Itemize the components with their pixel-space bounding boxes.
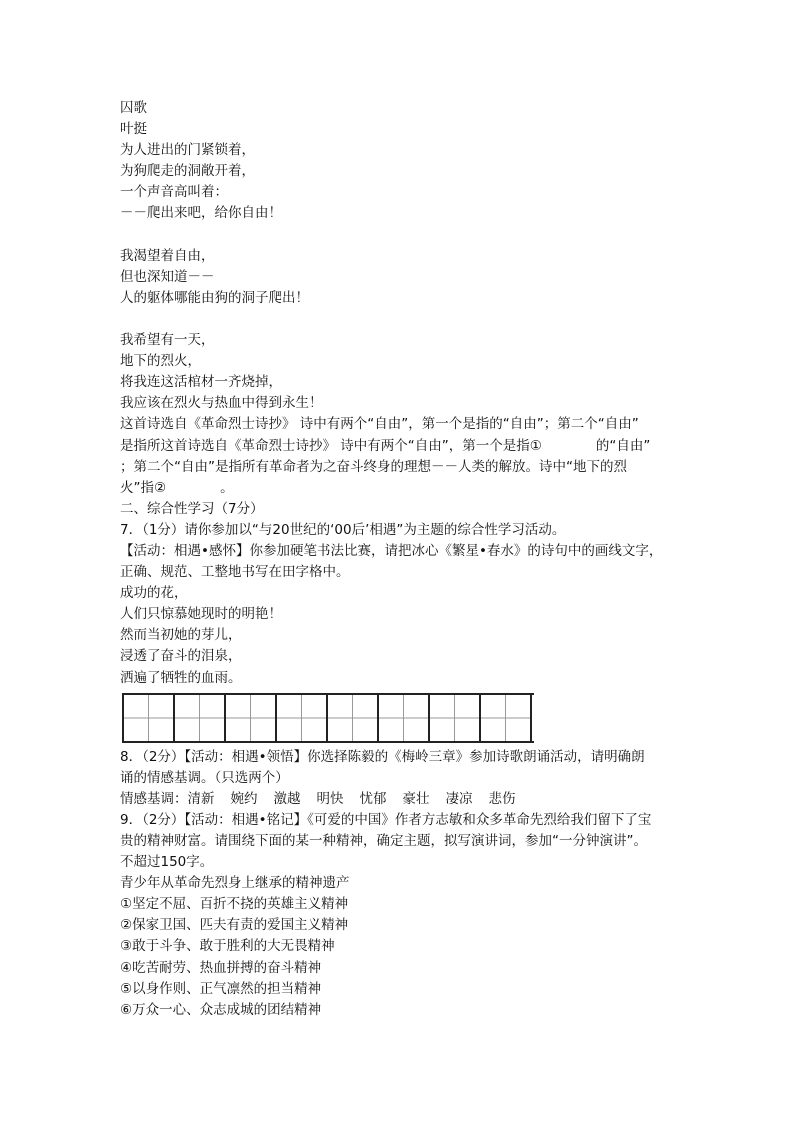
poem-line: 将我连这活棺材一齐烧掉， <box>120 374 282 391</box>
mood-label: 情感基调： <box>120 790 188 807</box>
poem-line: 但也深知道－－ <box>120 268 215 285</box>
poem-author: 叶挺 <box>120 121 147 138</box>
stanza-break <box>120 309 690 330</box>
spirit-item: ⑤以身作则、正气凛然的担当精神 <box>120 980 322 997</box>
stanza-break <box>120 225 690 246</box>
poem-line: 我应该在烈火与热血中得到永生！ <box>120 395 323 412</box>
mood-option[interactable]: 婉约 <box>230 790 258 807</box>
poem-line: 为狗爬走的洞敞开着， <box>120 163 255 180</box>
question-9-line: 贵的精神财富。请围绕下面的某一种精神，确定主题，拟写演讲词，参加“一分钟演讲”。 <box>120 833 647 849</box>
poem-line: 为人进出的门紧锁着， <box>120 142 255 159</box>
spirit-item: ③敢于斗争、敢于胜利的大无畏精神 <box>120 938 335 955</box>
question-7-line: 【活动：相遇•感怀】你参加硬笔书法比赛，请把冰心《繁星•春水》的诗句中的画线文字， <box>120 542 663 559</box>
verse-line: 洒遍了牺牲的血雨。 <box>120 669 242 686</box>
question-7-line: 正确、规范、工整地书写在田字格中。 <box>120 564 350 581</box>
question-6-line <box>120 478 690 499</box>
poem-title: 囚歌 <box>120 100 147 116</box>
mood-option[interactable]: 忧郁 <box>359 790 387 807</box>
spirit-list-heading: 青少年从革命先烈身上继承的精神遗产 <box>120 875 350 892</box>
tianzige-cell[interactable] <box>277 695 328 741</box>
tianzige-cell[interactable] <box>226 695 277 741</box>
tianzige-cell[interactable] <box>379 695 430 741</box>
mood-option[interactable]: 清新 <box>187 790 215 807</box>
question-6-text: 的“自由” <box>595 437 651 454</box>
tianzige-cell[interactable] <box>124 695 175 741</box>
tianzige-cell[interactable] <box>175 695 226 741</box>
question-6-text: 是指所这首诗选自《革命烈士诗抄》 诗中有两个“自由”，第一个是指① <box>120 437 542 454</box>
question-9-line: 不超过150字。 <box>120 854 214 871</box>
question-6-text: 火”指② <box>120 479 167 496</box>
question-6-line: 这首诗选自《革命烈士诗抄》 诗中有两个“自由”，第一个是指的“自由”；第二个“自由” <box>120 416 639 433</box>
spirit-item: ⑥万众一心、众志成城的团结精神 <box>120 1001 322 1018</box>
spirit-item: ①坚定不屈、百折不挠的英雄主义精神 <box>120 896 349 913</box>
mood-options <box>120 789 690 810</box>
spirit-item: ④吃苦耐劳、热血拼搏的奋斗精神 <box>120 959 322 976</box>
spirit-item: ②保家卫国、匹夫有责的爱国主义精神 <box>120 917 349 934</box>
poem-line: 我希望有一天， <box>120 332 215 349</box>
question-6-text: 。 <box>220 479 234 496</box>
question-8-line: 8．（2分）【活动：相遇•领悟】你选择陈毅的《梅岭三章》参加诗歌朗诵活动，请明确朗 <box>120 748 645 765</box>
tianzige-cell[interactable] <box>430 695 481 741</box>
tianzige-cell[interactable] <box>328 695 379 741</box>
section-heading: 二、综合性学习（7分） <box>120 500 264 517</box>
mood-option[interactable]: 激越 <box>273 790 301 807</box>
question-7-stem: 7．（1分）请你参加以“与20世纪的‘00后’相遇”为主题的综合性学习活动。 <box>120 521 566 538</box>
poem-line: 我渴望着自由， <box>120 247 215 264</box>
mood-option[interactable]: 悲伤 <box>488 790 516 807</box>
question-6-line <box>120 436 690 457</box>
poem-line: －－爬出来吧，给你自由！ <box>120 205 282 222</box>
verse-line: 然而当初她的芽儿， <box>120 627 242 644</box>
verse-line: 人们只惊慕她现时的明艳！ <box>120 606 282 623</box>
question-6-line: ；第二个“自由”是指所有革命者为之奋斗终身的理想－－人类的解放。诗中“地下的烈 <box>120 458 627 475</box>
poem-line: 人的躯体哪能由狗的洞子爬出！ <box>120 289 309 306</box>
question-8-line: 诵的情感基调。（只选两个） <box>120 769 289 786</box>
verse-line: 浸透了奋斗的泪泉， <box>120 648 242 665</box>
poem-line: 一个声音高叫着： <box>120 184 228 201</box>
tianzige-cell[interactable] <box>481 695 532 741</box>
verse-line: 成功的花， <box>120 585 188 602</box>
mood-option[interactable]: 凄凉 <box>445 790 473 807</box>
mood-option[interactable]: 豪壮 <box>402 790 430 807</box>
document-page <box>120 98 690 1021</box>
question-9-line: 9．（2分）【活动：相遇•铭记】《可爱的中国》作者方志敏和众多革命先烈给我们留下了宝 <box>120 811 652 828</box>
tianzige-grid[interactable] <box>122 693 534 743</box>
mood-option[interactable]: 明快 <box>316 790 344 807</box>
poem-line: 地下的烈火， <box>120 353 201 370</box>
